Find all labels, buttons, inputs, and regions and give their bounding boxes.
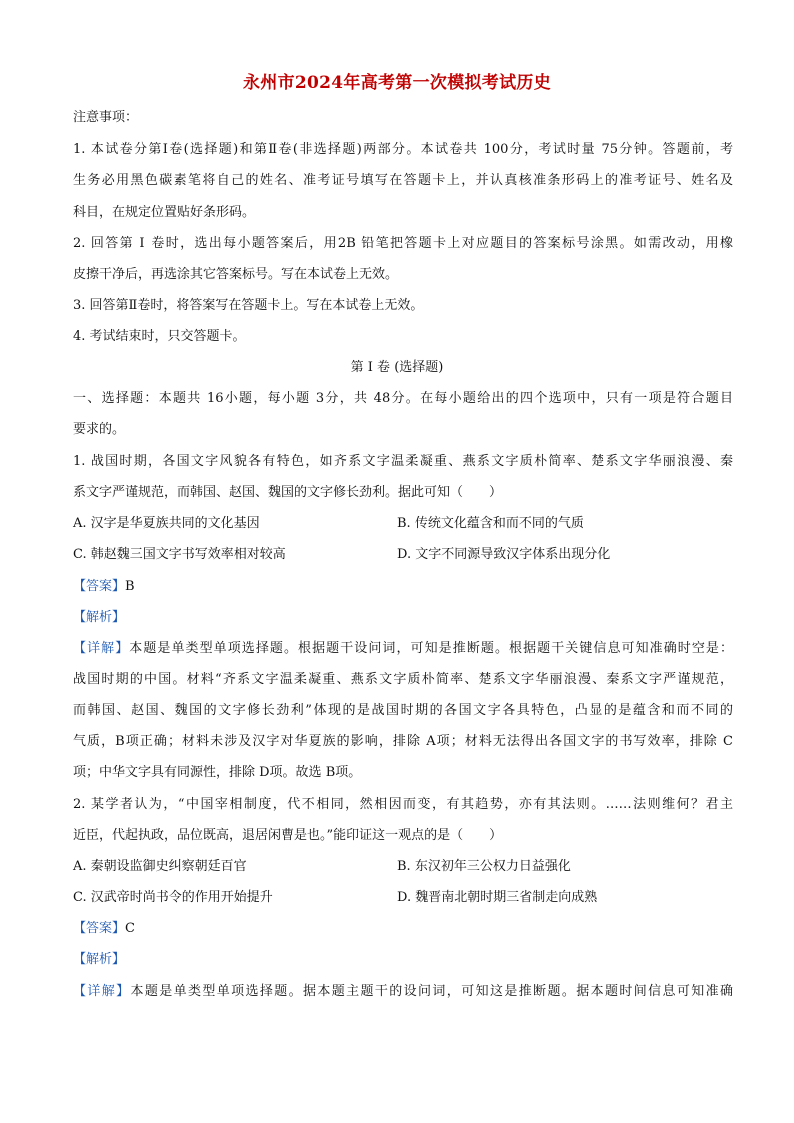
q2-analysis-label: 【解析】	[73, 952, 126, 967]
q2-detail-text: 本题是单类型单项选择题。据本题主题干的设问词，可知这是推断题。据本题时间信息可知准确	[130, 984, 733, 999]
notice-line-1: 1. 本试卷分第Ⅰ卷(选择题)和第Ⅱ卷(非选择题)两部分。本试卷共 100分，考试时量 75分钟。答题前，考	[73, 142, 733, 157]
q1-option-d: D. 文字不同源导致汉字体系出现分化	[397, 547, 611, 562]
q1-option-b: B. 传统文化蕴含和而不同的气质	[397, 516, 584, 531]
q1-detail-label: 【详解】	[73, 641, 130, 656]
q1-detail-3: 而韩国、赵国、魏国的文字修长劲利”体现的是战国时期的各国文字各具特色，凸显的是蕴含和而不同的	[73, 703, 733, 718]
notice-line-2: 生务必用黑色碳素笔将自己的姓名、准考证号填写在答题卡上，并认真核准条形码上的准考证号、姓名及	[73, 173, 733, 188]
document-title: 永州市2024年高考第一次模拟考试历史	[242, 73, 551, 93]
section-intro-1: 一、选择题：本题共 16小题，每小题 3分，共 48分。在每小题给出的四个选项中，只有一项是符合题目	[73, 391, 733, 406]
q2-option-d: D. 魏晋南北朝时期三省制走向成熟	[397, 890, 598, 905]
section-heading: 第 Ⅰ 卷 (选择题)	[350, 360, 444, 375]
notice-line-7: 4. 考试结束时，只交答题卡。	[73, 329, 246, 344]
q1-option-c: C. 韩赵魏三国文字书写效率相对较高	[73, 547, 286, 562]
q1-analysis-label: 【解析】	[73, 610, 126, 625]
q1-detail-1	[73, 639, 733, 659]
q2-answer-value: C	[125, 921, 135, 936]
q2-detail-label: 【详解】	[73, 984, 131, 999]
q1-detail-5: 项；中华文字具有同源性，排除 D项。故选 B项。	[73, 765, 362, 780]
q2-answer-label: 【答案】	[73, 921, 126, 936]
q1-stem-2: 系文字严谨规范，而韩国、赵国、魏国的文字修长劲利。据此可知（ ）	[73, 485, 503, 500]
q2-stem-1: 2. 某学者认为，“中国宰相制度，代不相同，然相因而变，有其趋势，亦有其法则。……法则维何？君主	[73, 797, 733, 812]
q1-detail-4: 气质，B项正确；材料未涉及汉字对华夏族的影响，排除 A项；材料无法得出各国文字的书写效率，排除 C	[73, 734, 733, 749]
q1-detail-text: 本题是单类型单项选择题。根据题干设问词，可知是推断题。根据题干关键信息可知准确时空是：	[129, 641, 733, 656]
q1-answer-line	[73, 577, 733, 597]
q1-detail-2: 战国时期的中国。材料“齐系文字温柔凝重、燕系文字质朴简率、楚系文字华丽浪漫、秦系文字严谨规范，	[73, 672, 733, 687]
notice-line-3: 科目，在规定位置贴好条形码。	[73, 205, 256, 220]
q2-detail-1	[73, 982, 733, 1002]
notice-line-5: 皮擦干净后，再选涂其它答案标号。写在本试卷上无效。	[73, 267, 399, 282]
q2-stem-2: 近臣，代起执政，品位既高，退居闲曹是也。”能印证这一观点的是（ ）	[73, 828, 503, 843]
notice-line-4: 2. 回答第 Ⅰ 卷时，选出每小题答案后，用2B 铅笔把答题卡上对应题目的答案标号涂黑。如需改动，用橡	[73, 236, 733, 251]
q2-option-c: C. 汉武帝时尚书令的作用开始提升	[73, 890, 273, 905]
q1-answer-label: 【答案】	[73, 579, 126, 594]
notice-heading: 注意事项：	[73, 110, 139, 125]
notice-line-6: 3. 回答第Ⅱ卷时，将答案写在答题卡上。写在本试卷上无效。	[73, 298, 424, 313]
q2-option-a: A. 秦朝设监御史纠察朝廷百官	[73, 859, 247, 874]
q1-answer-value: B	[125, 579, 135, 594]
q1-stem-1: 1. 战国时期，各国文字风貌各有特色，如齐系文字温柔凝重、燕系文字质朴简率、楚系文字华丽浪漫、秦	[73, 454, 733, 469]
q2-answer-line	[73, 919, 733, 939]
q2-option-b: B. 东汉初年三公权力日益强化	[397, 859, 571, 874]
q1-option-a: A. 汉字是华夏族共同的文化基因	[73, 516, 260, 531]
section-intro-2: 要求的。	[73, 422, 126, 437]
